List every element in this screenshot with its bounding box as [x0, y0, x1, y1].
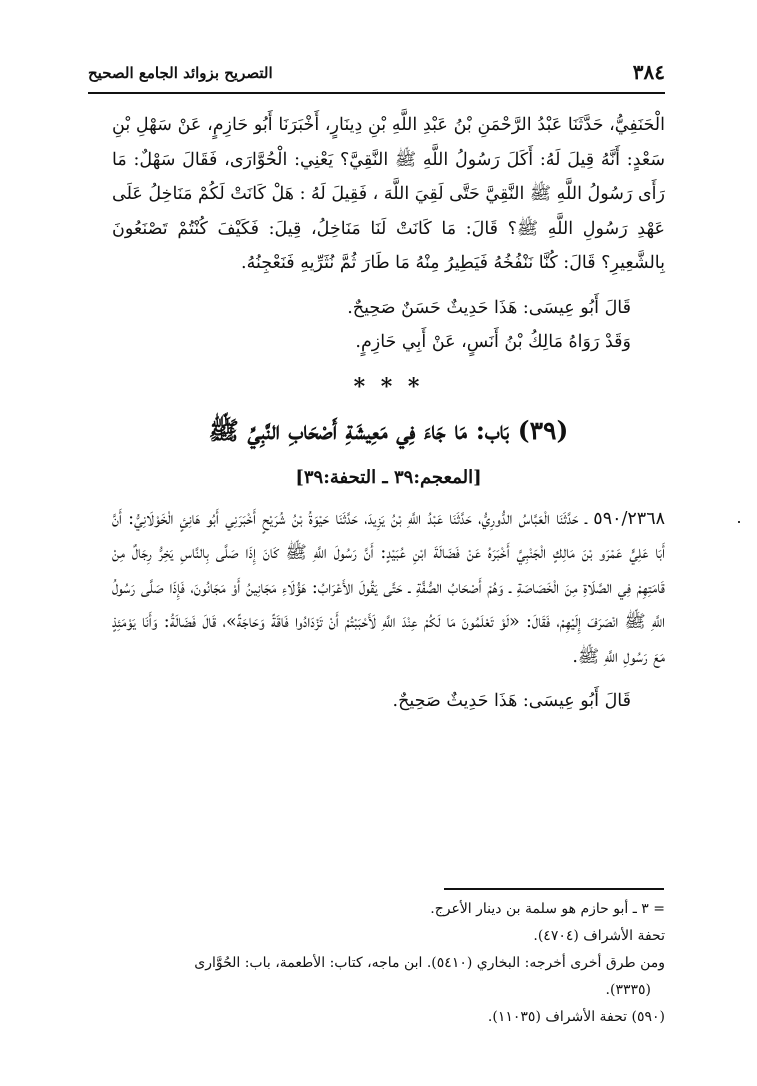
hadith-590: ٥٩٠/٢٣٦٨ ـ حَدَّثَنَا الْعَبَّاسُ الدُّورِيُّ، حَدَّثَنَا عَبْدُ اللَّهِ بْنُ يَزِيدَ، حَدَّثَنَا حَيْوَةُ بْنُ شُرَيْحٍ أَخْبَرَنِي أَبُو هَانِئٍ الْخَوْلَانِيُّ: أَنَّ أَبَا عَلِيٍّ عَمْرَو بْنَ مَالِكٍ الْجَنْبِيَّ أَخْبَرَهُ عَنْ فَضَالَةَ ابْنِ عُبَيْدٍ: أَنَّ رَسُولَ اللَّهِ ﷺ كَانَ إِذَا صَلَّى بِالنَّاسِ يَخِرُّ رِجَالٌ مِنْ قَامَتِهِمْ فِي الصَّلَاةِ مِنَ الْخَصَاصَةِ ـ وَهُمْ أَصْحَابُ الصُّفَّةِ ـ حَتَّى يَقُولَ الأَعْرَابُ: هَؤُلَاءِ مَجَانِينُ أَوْ مَجَانُونَ، فَإِذَا صَلَّى رَسُولُ اللَّهِ ﷺ انْصَرَفَ إِلَيْهِمْ، فَقَالَ: «لَوْ تَعْلَمُونَ مَا لَكُمْ عِنْدَ اللَّهِ لَأَحْبَبْتُمْ أَنْ تَزْدَادُوا فَاقَةً وَحَاجَةً»، قَالَ فَضَالَةُ: وَأَنَا يَوْمَئِذٍ مَعَ رَسُولِ اللَّهِ ﷺ.	[112, 508, 665, 667]
section-separator: * * *	[353, 373, 424, 400]
running-header	[88, 58, 665, 92]
book-title: التصريح بزوائد الجامع الصحيح	[88, 64, 273, 82]
margin-speck	[738, 521, 740, 523]
header-divider	[88, 92, 665, 94]
chapter-reference: [المعجم:٣٩ ـ التحفة:٣٩]	[295, 466, 482, 488]
narration-note: وَقَدْ رَوَاهُ مَالِكُ بْنُ أَنَسٍ، عَنْ أَبِي حَازِمٍ.	[355, 332, 631, 352]
footnote-line: (٣٣٣٥).	[605, 982, 651, 998]
footnote-line: = ٣ ـ أبو حازم هو سلمة بن دينار الأعرج.	[430, 901, 665, 917]
footnote-line: (٥٩٠) تحفة الأشراف (١١٠٣٥).	[487, 1009, 665, 1025]
page-number: ٣٨٤	[632, 60, 665, 84]
chapter-title: (٣٩) بَاب: مَا جَاءَ فِي مَعِيشَةِ أَصْحَابِ النَّبِيِّ ﷺ	[208, 415, 569, 445]
footnote-divider	[444, 888, 664, 890]
main-text	[112, 108, 665, 719]
grading-note: قَالَ أَبُو عِيسَى: هَذَا حَدِيثٌ حَسَنٌ صَحِيحٌ.	[347, 297, 631, 318]
grading-note-2: قَالَ أَبُو عِيسَى: هَذَا حَدِيثٌ صَحِيحٌ.	[392, 691, 631, 711]
footnotes	[100, 896, 665, 1031]
footnote-line: ومن طرق أخرى أخرجه: البخاري (٥٤١٠). ابن ماجه، كتاب: الأطعمة، باب: الحُوَّارى	[194, 955, 665, 971]
hadith-continuation: الْحَنَفِيُّ، حَدَّثَنَا عَبْدُ الرَّحْمَنِ بْنُ عَبْدِ اللَّهِ بْنِ دِينَارٍ، أَخْبَرَنَا أَبُو حَازِمٍ، عَنْ سَهْلِ بْنِ سَعْدٍ: أَنَّهُ قِيلَ لَهُ: أَكَلَ رَسُولُ اللَّهِ ﷺ النَّقِيَّ؟ يَعْنِي: الْحُوَّارَى، فَقَالَ سَهْلٌ: مَا رَأَى رَسُولُ اللَّهِ ﷺ النَّقِيَّ حَتَّى لَقِيَ اللَّهَ ، فَقِيلَ لَهُ : هَلْ كَانَتْ لَكُمْ مَنَاخِلُ عَلَى عَهْدِ رَسُولِ اللَّهِ ﷺ؟ قَالَ: مَا كَانَتْ لَنَا مَنَاخِلُ، قِيلَ: فَكَيْفَ كُنْتُمْ تَصْنَعُونَ بِالشَّعِيرِ؟ قَالَ: كُنَّا نَنْفُخُهُ فَيَطِيرُ مِنْهُ مَا طَارَ ثُمَّ نُثَرِّيهِ فَنَعْجِنُهُ.	[112, 115, 665, 273]
footnote-line: تحفة الأشراف (٤٧٠٤).	[533, 928, 665, 944]
